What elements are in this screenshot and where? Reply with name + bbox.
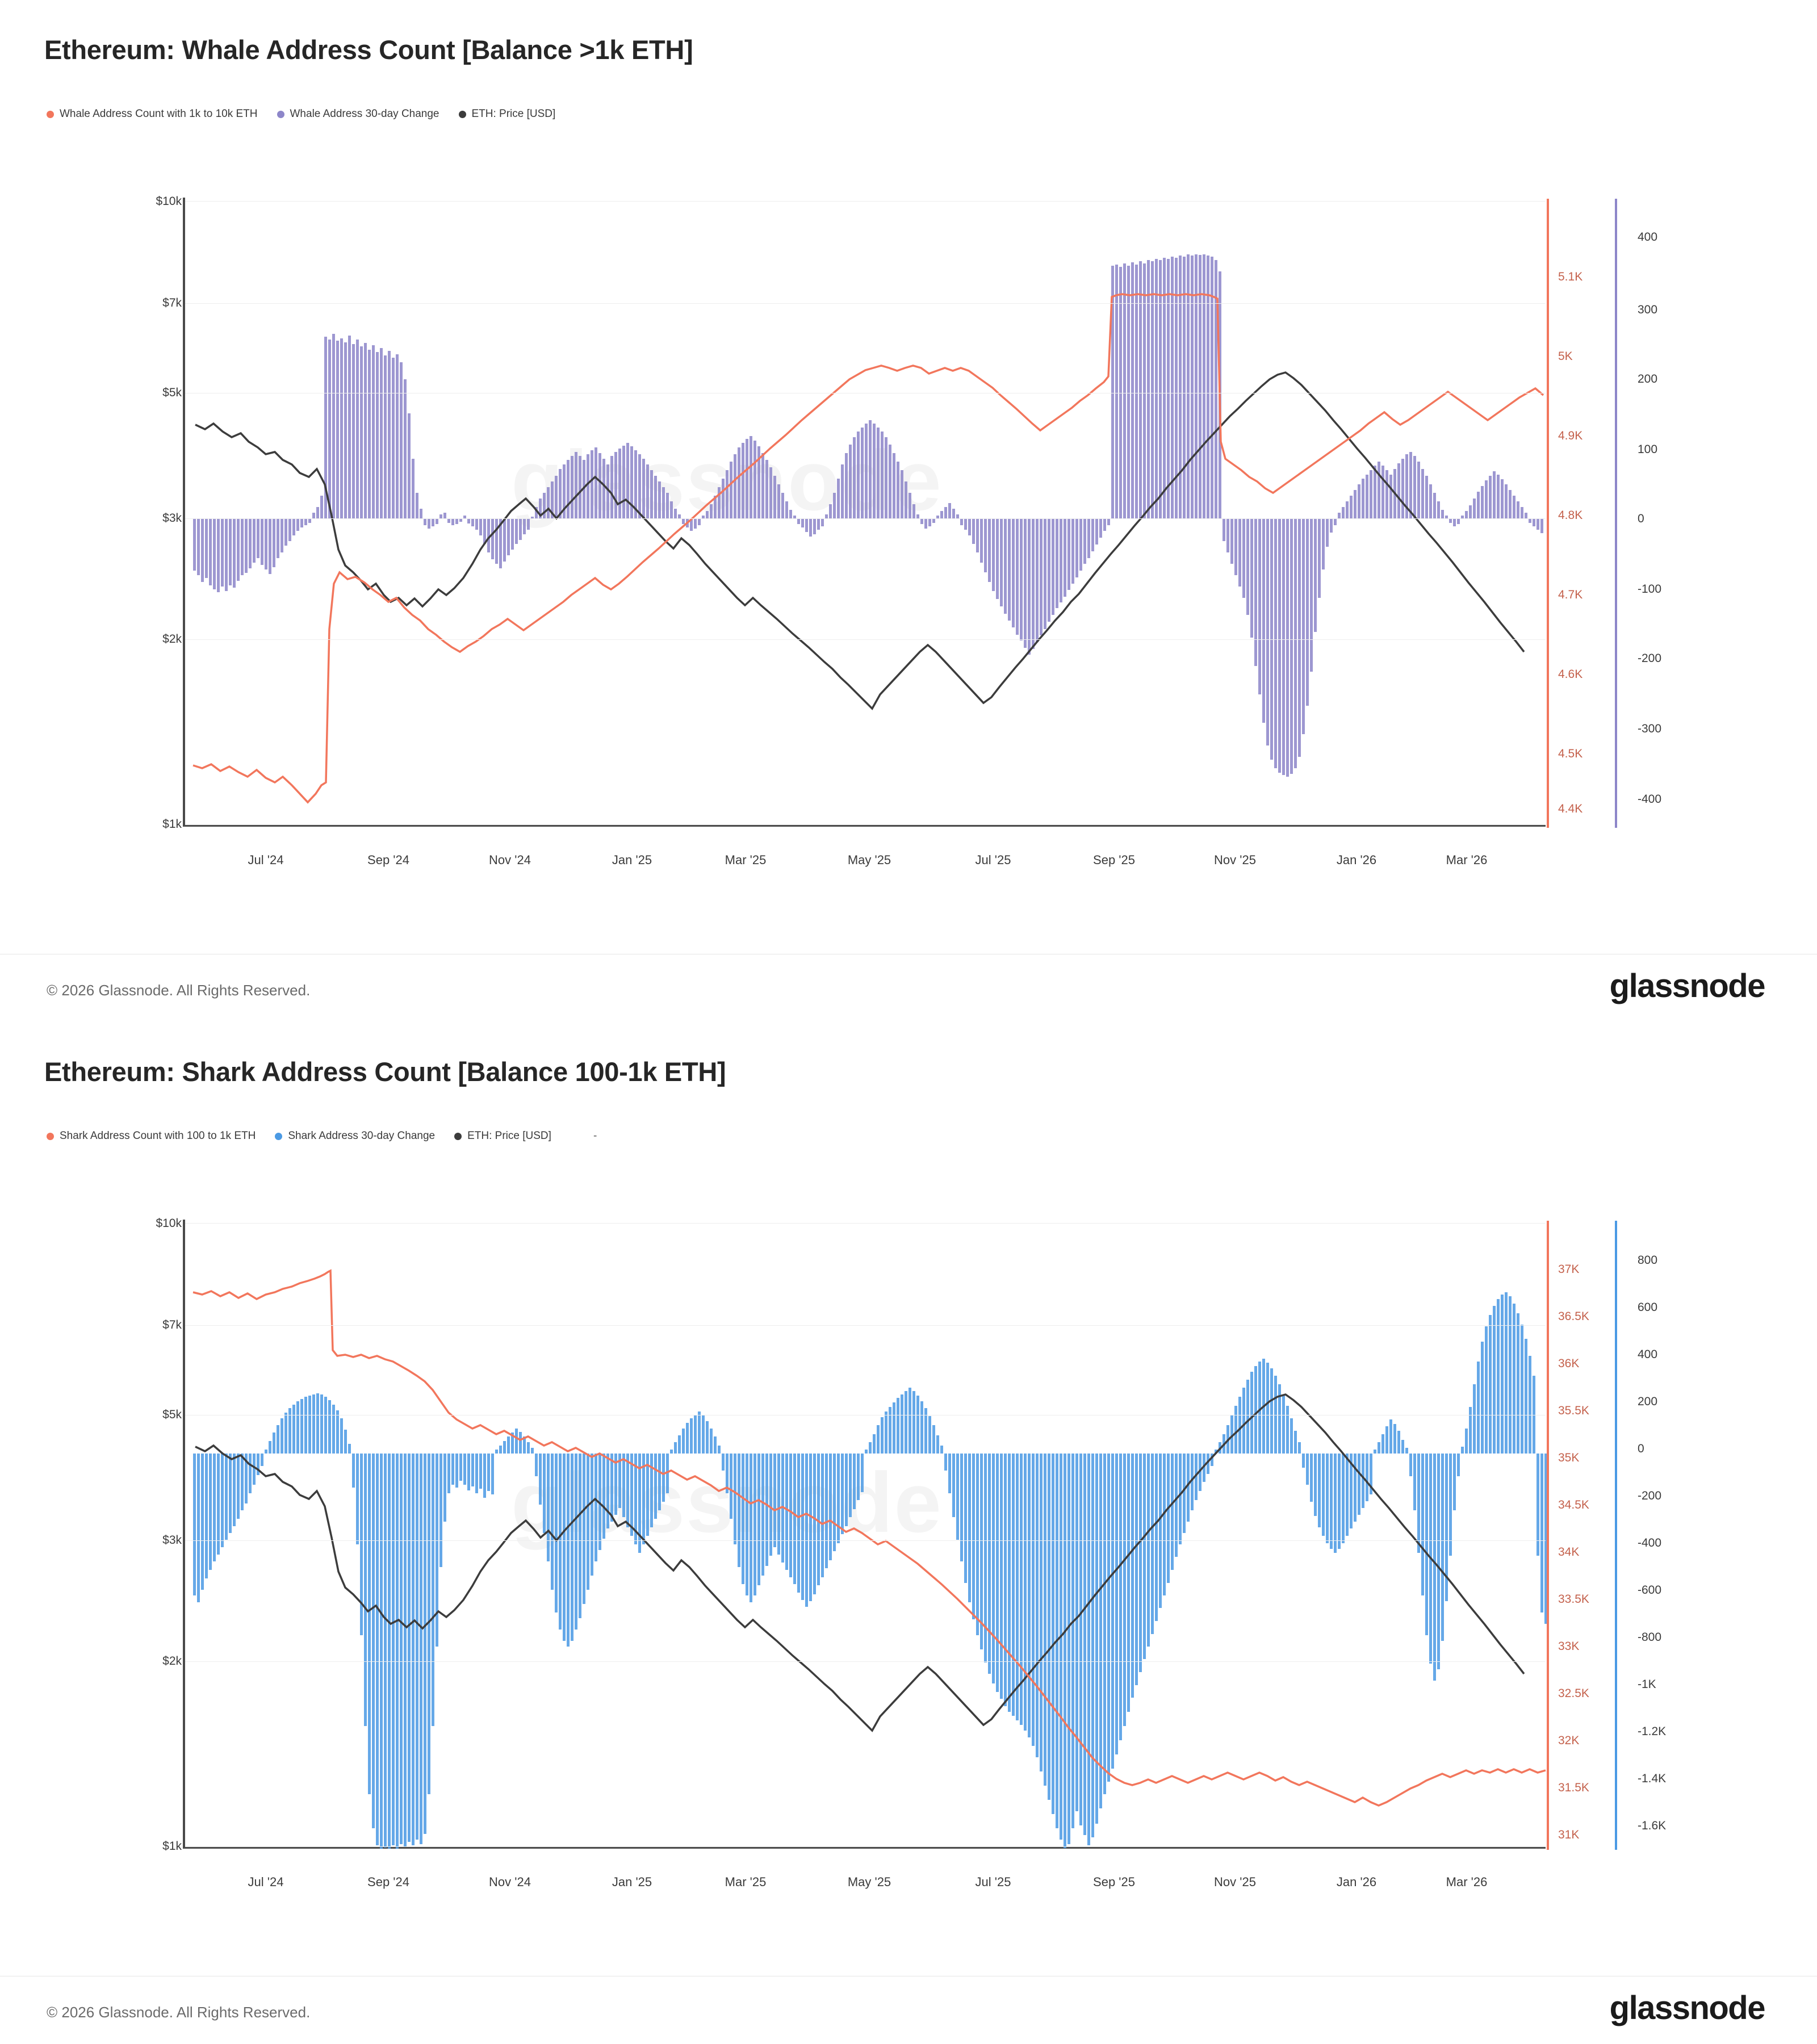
- y-axis-tick-right1: 4.8K: [1558, 509, 1583, 522]
- y-axis-tick-right1: 33K: [1558, 1640, 1580, 1653]
- y-axis-right-shark-count: [1547, 1221, 1549, 1850]
- gridline: [185, 1540, 1546, 1541]
- gridline: [185, 1846, 1546, 1847]
- x-axis-tick: Nov '24: [489, 1875, 531, 1889]
- y-axis-tick-right1: 4.4K: [1558, 802, 1583, 815]
- gridline: [185, 201, 1546, 202]
- y-axis-tick-right1: 35.5K: [1558, 1404, 1589, 1417]
- y-axis-tick-right2: 400: [1638, 231, 1658, 244]
- y-axis-tick-right2: -600: [1638, 1584, 1662, 1597]
- bars-whale-30d-change: [193, 254, 1543, 777]
- x-axis-tick: Jul '25: [975, 1875, 1011, 1889]
- legend-item-label: Shark Address Count with 100 to 1k ETH: [60, 1130, 256, 1142]
- legend-item-label: Whale Address Count with 1k to 10k ETH: [60, 108, 258, 120]
- gridline: [185, 639, 1546, 640]
- y-axis-tick-right2: -1.4K: [1638, 1772, 1667, 1785]
- y-axis-tick-right1: 32.5K: [1558, 1687, 1589, 1700]
- y-axis-tick-right2: 100: [1638, 443, 1658, 456]
- legend-item-label: Shark Address 30-day Change: [288, 1130, 436, 1142]
- y-axis-tick-left: $10k: [156, 195, 182, 208]
- y-axis-tick-right1: 35K: [1558, 1451, 1580, 1464]
- y-axis-tick-left: $2k: [162, 633, 182, 646]
- y-axis-tick-right2: -1.6K: [1638, 1819, 1667, 1832]
- y-axis-tick-left: $2k: [162, 1655, 182, 1668]
- panel-inner-whale: [0, 0, 1817, 954]
- y-axis-tick-right1: 36K: [1558, 1357, 1580, 1370]
- y-axis-tick-left: $3k: [162, 512, 182, 525]
- legend-extra-label: -: [593, 1130, 597, 1142]
- y-axis-tick-left: $5k: [162, 386, 182, 399]
- y-axis-tick-right1: 4.7K: [1558, 588, 1583, 601]
- chart-svg-whale: [185, 198, 1548, 827]
- y-axis-tick-right1: 37K: [1558, 1263, 1580, 1276]
- glassnode-logo: glassnode: [1609, 967, 1765, 1004]
- x-axis-tick: Sep '25: [1093, 1875, 1135, 1889]
- x-axis-tick: Mar '25: [725, 853, 767, 867]
- gridline: [185, 303, 1546, 304]
- line-whale-count: [193, 294, 1543, 802]
- x-axis-tick: Jan '26: [1336, 853, 1377, 867]
- chart-panel-shark: [0, 1022, 1817, 2044]
- legend-item-label: Whale Address 30-day Change: [290, 108, 439, 120]
- y-axis-tick-right2: -800: [1638, 1631, 1662, 1644]
- y-axis-tick-left: $1k: [162, 818, 182, 831]
- copyright-text: © 2026 Glassnode. All Rights Reserved.: [47, 2004, 311, 2021]
- y-axis-tick-left: $10k: [156, 1217, 182, 1230]
- y-axis-tick-right2: 200: [1638, 372, 1658, 386]
- y-axis-tick-right2: -400: [1638, 1536, 1662, 1549]
- y-axis-tick-left: $7k: [162, 296, 182, 309]
- y-axis-tick-right1: 4.9K: [1558, 429, 1583, 442]
- x-axis-tick: Jul '24: [248, 853, 284, 867]
- plot-area-shark: [183, 1220, 1546, 1849]
- x-axis-tick: Jan '26: [1336, 1875, 1377, 1889]
- panel-footer-shark: [0, 1976, 1817, 2044]
- y-axis-right-shark-change: [1615, 1221, 1617, 1850]
- y-axis-tick-right1: 32K: [1558, 1734, 1580, 1747]
- gridline: [185, 518, 1546, 519]
- y-axis-tick-left: $5k: [162, 1408, 182, 1421]
- gridline: [185, 824, 1546, 825]
- x-axis-tick: Sep '25: [1093, 853, 1135, 867]
- y-axis-tick-right2: -200: [1638, 652, 1662, 665]
- y-axis-tick-right1: 31.5K: [1558, 1781, 1589, 1794]
- x-axis-tick: Jul '24: [248, 1875, 284, 1889]
- bars-shark-30d-change: [193, 1292, 1547, 1849]
- plot-area-whale: [183, 198, 1546, 827]
- y-axis-tick-left: $1k: [162, 1840, 182, 1853]
- y-axis-right-whale-change: [1615, 199, 1617, 828]
- y-axis-tick-right2: -100: [1638, 583, 1662, 596]
- y-axis-tick-right1: 34K: [1558, 1545, 1580, 1559]
- x-axis-tick: Sep '24: [367, 1875, 409, 1889]
- gridline: [185, 1661, 1546, 1662]
- y-axis-tick-right2: 800: [1638, 1254, 1658, 1267]
- y-axis-tick-right2: -1K: [1638, 1678, 1656, 1691]
- y-axis-tick-right2: -200: [1638, 1489, 1662, 1502]
- y-axis-tick-right2: -1.2K: [1638, 1725, 1667, 1738]
- x-axis-tick: Jan '25: [612, 1875, 652, 1889]
- x-axis-tick: Nov '25: [1214, 1875, 1256, 1889]
- gridline: [185, 1325, 1546, 1326]
- glassnode-logo: glassnode: [1609, 1989, 1765, 2026]
- x-axis-tick: Mar '26: [1446, 1875, 1488, 1889]
- x-axis-tick: Jul '25: [975, 853, 1011, 867]
- x-axis-tick: Jan '25: [612, 853, 652, 867]
- y-axis-tick-left: $7k: [162, 1318, 182, 1331]
- y-axis-tick-right1: 33.5K: [1558, 1593, 1589, 1606]
- panel-inner-shark: [0, 1022, 1817, 1976]
- plot-whale: [0, 0, 1817, 954]
- x-axis-tick: May '25: [847, 853, 891, 867]
- copyright-text: © 2026 Glassnode. All Rights Reserved.: [47, 982, 311, 999]
- y-axis-tick-right1: 31K: [1558, 1828, 1580, 1841]
- page-title: Ethereum: Whale Address Count [Balance >1k ETH]: [44, 35, 693, 65]
- x-axis-tick: Mar '25: [725, 1875, 767, 1889]
- page-title: Ethereum: Shark Address Count [Balance 100-1k ETH]: [44, 1057, 726, 1087]
- y-axis-right-whale-count: [1547, 199, 1549, 828]
- x-axis-tick: Nov '25: [1214, 853, 1256, 867]
- legend-item-label: ETH: Price [USD]: [467, 1130, 551, 1142]
- y-axis-tick-right2: 400: [1638, 1348, 1658, 1361]
- x-axis-tick: Mar '26: [1446, 853, 1488, 867]
- y-axis-tick-right2: 0: [1638, 1442, 1644, 1455]
- y-axis-tick-right1: 4.5K: [1558, 747, 1583, 760]
- y-axis-tick-right1: 5K: [1558, 350, 1573, 363]
- panel-footer-whale: [0, 954, 1817, 1022]
- plot-shark: [0, 1022, 1817, 1976]
- y-axis-tick-right2: 600: [1638, 1301, 1658, 1314]
- y-axis-tick-right1: 5.1K: [1558, 270, 1583, 283]
- y-axis-tick-right2: -300: [1638, 722, 1662, 735]
- legend-item-label: ETH: Price [USD]: [471, 108, 556, 120]
- y-axis-tick-right2: 300: [1638, 303, 1658, 316]
- x-axis-tick: Sep '24: [367, 853, 409, 867]
- gridline: [185, 1223, 1546, 1224]
- x-axis-tick: May '25: [847, 1875, 891, 1889]
- x-axis-tick: Nov '24: [489, 853, 531, 867]
- y-axis-tick-right2: -400: [1638, 793, 1662, 806]
- y-axis-tick-right1: 34.5K: [1558, 1498, 1589, 1511]
- y-axis-tick-right1: 4.6K: [1558, 668, 1583, 681]
- y-axis-tick-right2: 200: [1638, 1395, 1658, 1408]
- y-axis-tick-left: $3k: [162, 1534, 182, 1547]
- y-axis-tick-right1: 36.5K: [1558, 1310, 1589, 1323]
- y-axis-tick-right2: 0: [1638, 512, 1644, 525]
- chart-svg-shark: [185, 1220, 1548, 1849]
